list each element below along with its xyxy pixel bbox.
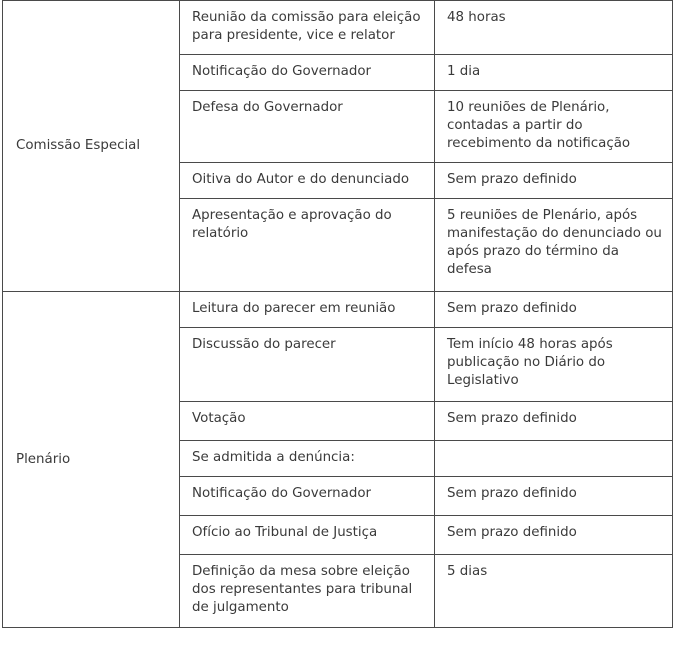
table-row bbox=[3, 292, 673, 328]
step-cell: Notificação do Governador bbox=[180, 55, 435, 91]
table-row bbox=[3, 1, 673, 55]
step-cell: Reunião da comissão para eleição para presidente, vice e relator bbox=[180, 1, 435, 55]
deadline-cell: Sem prazo definido bbox=[435, 477, 673, 516]
step-cell: Defesa do Governador bbox=[180, 91, 435, 163]
group-label-plenario: Plenário bbox=[3, 292, 180, 628]
deadline-cell: 5 reuniões de Plenário, após manifestação do denunciado ou após prazo do término da defesa bbox=[435, 199, 673, 292]
step-cell: Ofício ao Tribunal de Justiça bbox=[180, 516, 435, 555]
step-cell: Oitiva do Autor e do denunciado bbox=[180, 163, 435, 199]
step-cell: Leitura do parecer em reunião bbox=[180, 292, 435, 328]
deadline-cell: Sem prazo definido bbox=[435, 516, 673, 555]
deadline-cell: 48 horas bbox=[435, 1, 673, 55]
deadline-cell: 5 dias bbox=[435, 555, 673, 628]
deadline-cell: Sem prazo definido bbox=[435, 402, 673, 441]
step-cell: Apresentação e aprovação do relatório bbox=[180, 199, 435, 292]
procedure-table bbox=[2, 0, 673, 628]
step-cell: Notificação do Governador bbox=[180, 477, 435, 516]
deadline-cell: 1 dia bbox=[435, 55, 673, 91]
deadline-cell: Tem início 48 horas após publicação no Diário do Legislativo bbox=[435, 328, 673, 402]
step-cell: Votação bbox=[180, 402, 435, 441]
deadline-cell bbox=[435, 441, 673, 477]
step-cell: Discussão do parecer bbox=[180, 328, 435, 402]
deadline-cell: Sem prazo definido bbox=[435, 163, 673, 199]
group-label-comissao-especial: Comissão Especial bbox=[3, 1, 180, 292]
deadline-cell: Sem prazo definido bbox=[435, 292, 673, 328]
deadline-cell: 10 reuniões de Plenário, contadas a partir do recebimento da notificação bbox=[435, 91, 673, 163]
step-cell: Se admitida a denúncia: bbox=[180, 441, 435, 477]
step-cell: Definição da mesa sobre eleição dos representantes para tribunal de julgamento bbox=[180, 555, 435, 628]
